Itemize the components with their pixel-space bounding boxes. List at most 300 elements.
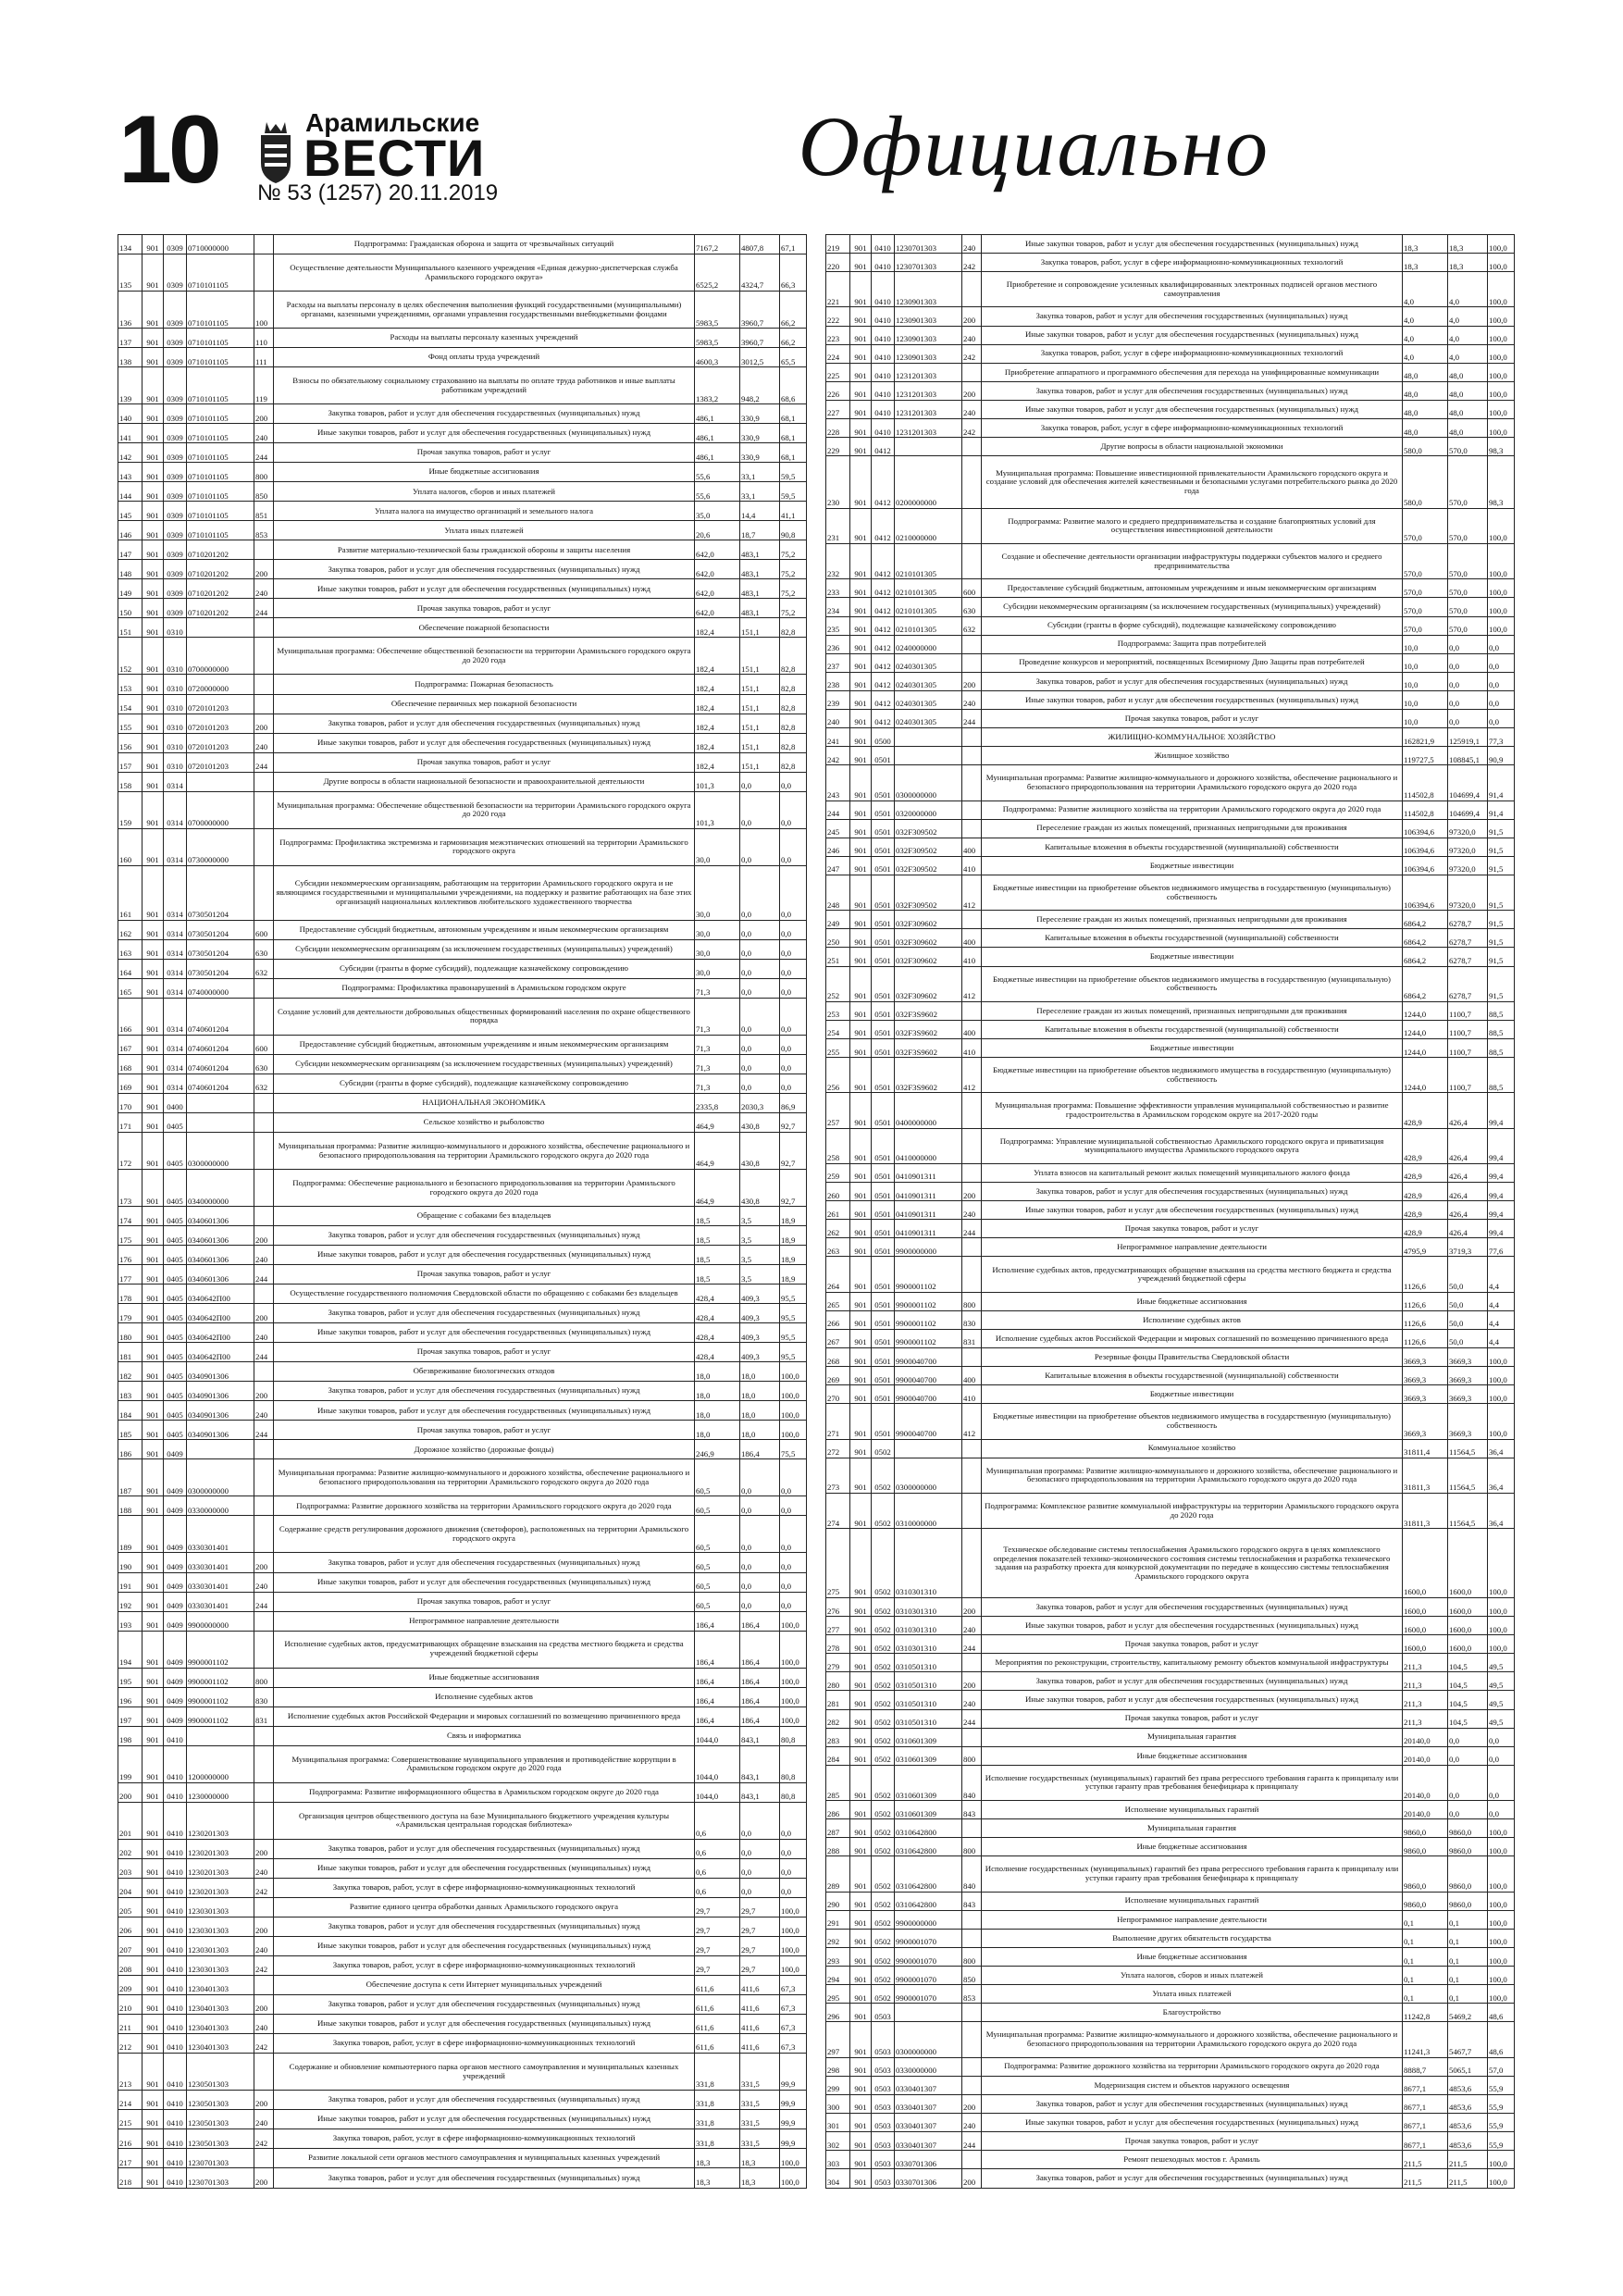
expense-type: 242 xyxy=(962,254,982,272)
table-row xyxy=(826,363,1515,381)
percent-value: 0,0 xyxy=(780,791,807,828)
row-description: Прочая закупка товаров, работ и услуг xyxy=(982,2132,1403,2151)
target-code: 1231201303 xyxy=(895,400,962,418)
section-code: 0314 xyxy=(164,791,187,828)
admin-code: 901 xyxy=(142,463,164,482)
admin-code: 901 xyxy=(850,2132,872,2151)
percent-value: 100,0 xyxy=(780,2149,807,2168)
table-row xyxy=(118,1304,807,1323)
row-description: Обеспечение доступа к сети Интернет муниципальных учреждений xyxy=(274,1975,695,1994)
percent-value: 98,3 xyxy=(1488,438,1515,456)
table-row xyxy=(826,1967,1515,1985)
admin-code: 901 xyxy=(142,1304,164,1323)
target-code: 1231201303 xyxy=(895,381,962,400)
admin-code: 901 xyxy=(142,694,164,714)
target-code: 032F309502 xyxy=(895,856,962,875)
expense-type: 200 xyxy=(962,2094,982,2113)
section-code: 0314 xyxy=(164,959,187,978)
plan-value: 486,1 xyxy=(695,443,740,463)
actual-value: 330,9 xyxy=(740,443,780,463)
expense-type: 410 xyxy=(962,1039,982,1058)
table-row xyxy=(118,348,807,367)
section-code: 0502 xyxy=(872,1728,895,1746)
row-description: Закупка товаров, работ, услуг в сфере информационно-коммуникационных технологий xyxy=(274,1955,695,1975)
section-code: 0314 xyxy=(164,828,187,865)
section-code: 0410 xyxy=(164,1858,187,1878)
actual-value: 0,1 xyxy=(1448,1929,1488,1947)
table-row xyxy=(826,2057,1515,2076)
actual-value: 6278,7 xyxy=(1448,966,1488,1001)
row-description: Прочая закупка товаров, работ и услуг xyxy=(982,1709,1403,1728)
admin-code: 901 xyxy=(142,714,164,733)
target-code: 0310301310 xyxy=(895,1598,962,1617)
actual-value: 0,0 xyxy=(1448,635,1488,653)
section-code: 0309 xyxy=(164,367,187,404)
plan-value: 5983,5 xyxy=(695,329,740,348)
row-number: 202 xyxy=(118,1839,142,1858)
plan-value: 35,0 xyxy=(695,502,740,521)
plan-value: 1126,6 xyxy=(1403,1310,1448,1329)
table-row xyxy=(118,560,807,579)
actual-value: 151,1 xyxy=(740,733,780,752)
row-description: Иные закупки товаров, работ и услуг для обеспечения государственных (муниципальных) нужд xyxy=(982,1691,1403,1709)
row-number: 173 xyxy=(118,1170,142,1207)
expense-type xyxy=(962,1093,982,1128)
plan-value: 106394,6 xyxy=(1403,875,1448,910)
row-number: 155 xyxy=(118,714,142,733)
actual-value: 11564,5 xyxy=(1448,1439,1488,1458)
target-code: 0720101203 xyxy=(187,694,254,714)
row-description: Подпрограмма: Гражданская оборона и защита от чрезвычайных ситуаций xyxy=(274,235,695,254)
expense-type: 630 xyxy=(962,598,982,616)
row-number: 247 xyxy=(826,856,850,875)
admin-code: 901 xyxy=(142,2014,164,2033)
expense-type: 400 xyxy=(962,838,982,856)
target-code: 0310642800 xyxy=(895,1838,962,1856)
target-code xyxy=(187,1726,254,1745)
target-code: 0330301401 xyxy=(187,1516,254,1553)
section-code: 0310 xyxy=(164,733,187,752)
actual-value: 4853,6 xyxy=(1448,2076,1488,2094)
percent-value: 99,4 xyxy=(1488,1128,1515,1163)
section-code: 0310 xyxy=(164,675,187,694)
table-row xyxy=(826,1892,1515,1910)
target-code: 0310601309 xyxy=(895,1801,962,1819)
percent-value: 100,0 xyxy=(780,2168,807,2189)
row-description: Бюджетные инвестиции xyxy=(982,1039,1403,1058)
admin-code: 901 xyxy=(850,635,872,653)
section-code: 0309 xyxy=(164,254,187,292)
row-description: Закупка товаров, работ и услуг для обеспечения государственных (муниципальных) нужд xyxy=(982,1598,1403,1617)
section-code: 0412 xyxy=(872,438,895,456)
actual-value: 18,0 xyxy=(740,1421,780,1440)
admin-code: 901 xyxy=(850,2076,872,2094)
row-description: Организация центров общественного доступа на базе Муниципального бюджетного учреждения культуры «Арамильская центральная городская библиотека» xyxy=(274,1802,695,1839)
section-code: 0412 xyxy=(872,635,895,653)
plan-value: 106394,6 xyxy=(1403,819,1448,838)
section-code: 0310 xyxy=(164,638,187,675)
row-number: 262 xyxy=(826,1220,850,1238)
admin-code: 901 xyxy=(142,424,164,443)
plan-value: 186,4 xyxy=(695,1631,740,1668)
actual-value: 108845,1 xyxy=(1448,747,1488,765)
section-code: 0501 xyxy=(872,1039,895,1058)
row-description: Закупка товаров, работ и услуг для обеспечения государственных (муниципальных) нужд xyxy=(982,2169,1403,2189)
expense-type: 400 xyxy=(962,1367,982,1385)
row-number: 268 xyxy=(826,1348,850,1367)
expense-type: 240 xyxy=(254,1401,274,1421)
row-description: Муниципальная программа: Совершенствование муниципального управления и противодействие коррупции в Арамильском городском округе до 2020 года xyxy=(274,1745,695,1782)
plan-value: 18,0 xyxy=(695,1382,740,1401)
admin-code: 901 xyxy=(850,1494,872,1529)
expense-type: 200 xyxy=(962,381,982,400)
row-description: Переселение граждан из жилых помещений, признанных непригодными для проживания xyxy=(982,911,1403,929)
expense-type xyxy=(962,272,982,307)
section-code: 0405 xyxy=(164,1226,187,1246)
row-description: Субсидии некоммерческим организациям (за исключением государственных (муниципальных) учреждений) xyxy=(274,939,695,959)
plan-value: 60,5 xyxy=(695,1553,740,1572)
admin-code: 901 xyxy=(142,254,164,292)
table-row xyxy=(826,747,1515,765)
table-row xyxy=(826,1020,1515,1038)
row-number: 197 xyxy=(118,1706,142,1726)
row-description: Бюджетные инвестиции xyxy=(982,948,1403,966)
plan-value: 71,3 xyxy=(695,998,740,1035)
expense-type: 119 xyxy=(254,367,274,404)
actual-value: 33,1 xyxy=(740,463,780,482)
plan-value: 48,0 xyxy=(1403,400,1448,418)
actual-value: 411,6 xyxy=(740,1994,780,2014)
expense-type: 800 xyxy=(962,1838,982,1856)
plan-value: 1126,6 xyxy=(1403,1329,1448,1347)
admin-code: 901 xyxy=(142,1572,164,1592)
target-code: 1200000000 xyxy=(187,1745,254,1782)
plan-value: 9860,0 xyxy=(1403,1892,1448,1910)
percent-value: 95,5 xyxy=(780,1285,807,1304)
row-number: 158 xyxy=(118,772,142,791)
actual-value: 3960,7 xyxy=(740,292,780,329)
row-description: Сельское хозяйство и рыболовство xyxy=(274,1113,695,1133)
row-number: 183 xyxy=(118,1382,142,1401)
actual-value: 4853,6 xyxy=(1448,2094,1488,2113)
table-row xyxy=(118,733,807,752)
plan-value: 60,5 xyxy=(695,1459,740,1496)
expense-type: 412 xyxy=(962,875,982,910)
percent-value: 0,0 xyxy=(780,865,807,920)
row-number: 212 xyxy=(118,2033,142,2053)
section-code: 0410 xyxy=(164,2149,187,2168)
expense-type: 850 xyxy=(254,482,274,502)
table-row xyxy=(826,1257,1515,1292)
target-code: 1230301303 xyxy=(187,1936,254,1955)
row-number: 194 xyxy=(118,1631,142,1668)
expense-type xyxy=(962,1728,982,1746)
percent-value: 57,0 xyxy=(1488,2057,1515,2076)
row-number: 287 xyxy=(826,1819,850,1838)
plan-value: 18,5 xyxy=(695,1265,740,1285)
row-description: Коммунальное хозяйство xyxy=(982,1439,1403,1458)
percent-value: 100,0 xyxy=(1488,254,1515,272)
actual-value: 4,0 xyxy=(1448,326,1488,344)
admin-code: 901 xyxy=(850,508,872,543)
section-code: 0502 xyxy=(872,1458,895,1493)
plan-value: 8677,1 xyxy=(1403,2076,1448,2094)
target-code: 0340901306 xyxy=(187,1362,254,1382)
target-code: 1230301303 xyxy=(187,1917,254,1936)
target-code: 0320000000 xyxy=(895,800,962,819)
section-code: 0314 xyxy=(164,1074,187,1093)
expense-type: 242 xyxy=(254,2129,274,2149)
row-description: Иные закупки товаров, работ и услуг для обеспечения государственных (муниципальных) нужд xyxy=(274,1936,695,1955)
row-description: Развитие локальной сети органов местного самоуправления и муниципальных казенных учреждений xyxy=(274,2149,695,2168)
table-row xyxy=(826,508,1515,543)
target-code: 0310301310 xyxy=(895,1617,962,1635)
table-row xyxy=(826,1163,1515,1182)
row-number: 223 xyxy=(826,326,850,344)
expense-type: 240 xyxy=(254,2110,274,2129)
row-number: 267 xyxy=(826,1329,850,1347)
expense-type: 600 xyxy=(962,579,982,598)
row-description: Жилищное хозяйство xyxy=(982,747,1403,765)
percent-value: 99,4 xyxy=(1488,1201,1515,1220)
plan-value: 20,6 xyxy=(695,521,740,540)
row-description: Иные закупки товаров, работ и услуг для обеспечения государственных (муниципальных) нужд xyxy=(982,690,1403,709)
actual-value: 18,3 xyxy=(1448,254,1488,272)
section-code: 0502 xyxy=(872,1910,895,1929)
row-number: 175 xyxy=(118,1226,142,1246)
percent-value: 49,5 xyxy=(1488,1672,1515,1691)
table-row xyxy=(118,1496,807,1516)
admin-code: 901 xyxy=(850,672,872,690)
plan-value: 55,6 xyxy=(695,463,740,482)
row-number: 233 xyxy=(826,579,850,598)
expense-type: 400 xyxy=(962,1020,982,1038)
table-row xyxy=(826,929,1515,948)
plan-value: 464,9 xyxy=(695,1113,740,1133)
table-row xyxy=(826,1367,1515,1385)
actual-value: 1100,7 xyxy=(1448,1039,1488,1058)
actual-value: 6278,7 xyxy=(1448,929,1488,948)
table-row xyxy=(826,966,1515,1001)
row-number: 298 xyxy=(826,2057,850,2076)
admin-code: 901 xyxy=(850,1617,872,1635)
admin-code: 901 xyxy=(142,1802,164,1839)
expense-type: 242 xyxy=(254,1878,274,1897)
target-code xyxy=(895,1439,962,1458)
actual-value: 0,0 xyxy=(740,978,780,998)
row-number: 169 xyxy=(118,1074,142,1093)
section-code: 0501 xyxy=(872,875,895,910)
expense-type xyxy=(962,1439,982,1458)
percent-value: 68,1 xyxy=(780,443,807,463)
plan-value: 20140,0 xyxy=(1403,1765,1448,1800)
admin-code: 901 xyxy=(142,1113,164,1133)
section-code: 0405 xyxy=(164,1133,187,1170)
plan-value: 5983,5 xyxy=(695,292,740,329)
row-number: 144 xyxy=(118,482,142,502)
row-number: 198 xyxy=(118,1726,142,1745)
percent-value: 100,0 xyxy=(1488,400,1515,418)
table-row xyxy=(826,1494,1515,1529)
plan-value: 0,1 xyxy=(1403,1929,1448,1947)
section-code: 0501 xyxy=(872,1404,895,1439)
percent-value: 66,3 xyxy=(780,254,807,292)
plan-value: 1600,0 xyxy=(1403,1598,1448,1617)
row-description: Прочая закупка товаров, работ и услуг xyxy=(982,709,1403,727)
table-row xyxy=(118,1207,807,1226)
expense-type: 853 xyxy=(254,521,274,540)
admin-code: 901 xyxy=(142,443,164,463)
target-code: 0240301305 xyxy=(895,653,962,672)
row-description: Субсидии (гранты в форме субсидий), подлежащие казначейскому сопровождению xyxy=(274,1074,695,1093)
row-description: Прочая закупка товаров, работ и услуг xyxy=(274,443,695,463)
row-number: 253 xyxy=(826,1001,850,1020)
row-number: 161 xyxy=(118,865,142,920)
admin-code: 901 xyxy=(850,1728,872,1746)
plan-value: 1044,0 xyxy=(695,1726,740,1745)
table-row xyxy=(118,772,807,791)
percent-value: 0,0 xyxy=(780,959,807,978)
plan-value: 1244,0 xyxy=(1403,1058,1448,1093)
budget-table-left-body xyxy=(118,235,807,2189)
target-code: 9900001102 xyxy=(187,1687,254,1706)
percent-value: 4,4 xyxy=(1488,1329,1515,1347)
row-description: Модернизация систем и объектов наружного освещения xyxy=(982,2076,1403,2094)
row-description: Осуществление государственного полномочия Свердловской области по обращению с собаками без владельцев xyxy=(274,1285,695,1304)
expense-type: 412 xyxy=(962,1058,982,1093)
admin-code: 901 xyxy=(850,929,872,948)
row-number: 227 xyxy=(826,400,850,418)
table-row xyxy=(118,959,807,978)
section-code: 0309 xyxy=(164,599,187,618)
row-number: 221 xyxy=(826,272,850,307)
target-code: 1230501303 xyxy=(187,2053,254,2090)
table-row xyxy=(118,1553,807,1572)
plan-value: 486,1 xyxy=(695,404,740,424)
target-code: 032F3S9602 xyxy=(895,1001,962,1020)
row-number: 143 xyxy=(118,463,142,482)
plan-value: 18,5 xyxy=(695,1226,740,1246)
row-number: 215 xyxy=(118,2110,142,2129)
admin-code: 901 xyxy=(142,404,164,424)
admin-code: 901 xyxy=(142,618,164,638)
percent-value: 75,5 xyxy=(780,1440,807,1459)
row-number: 172 xyxy=(118,1133,142,1170)
row-description: Закупка товаров, работ и услуг для обеспечения государственных (муниципальных) нужд xyxy=(274,2168,695,2189)
plan-value: 71,3 xyxy=(695,1035,740,1054)
admin-code: 901 xyxy=(142,2129,164,2149)
table-row xyxy=(826,419,1515,438)
target-code: 0210101305 xyxy=(895,616,962,635)
actual-value: 483,1 xyxy=(740,599,780,618)
expense-type xyxy=(254,1093,274,1112)
target-code: 0340000000 xyxy=(187,1170,254,1207)
expense-type xyxy=(254,1459,274,1496)
target-code: 0740601204 xyxy=(187,1035,254,1054)
target-code: 0710101105 xyxy=(187,404,254,424)
table-row xyxy=(826,1039,1515,1058)
row-description: Выполнение других обязательств государства xyxy=(982,1929,1403,1947)
percent-value: 100,0 xyxy=(1488,1819,1515,1838)
plan-value: 0,1 xyxy=(1403,1985,1448,2004)
actual-value: 186,4 xyxy=(740,1440,780,1459)
expense-type xyxy=(254,1170,274,1207)
plan-value: 60,5 xyxy=(695,1496,740,1516)
admin-code: 901 xyxy=(850,1385,872,1404)
actual-value: 1600,0 xyxy=(1448,1529,1488,1598)
percent-value: 80,8 xyxy=(780,1726,807,1745)
brand-main: ВЕСТИ xyxy=(304,129,486,187)
target-code xyxy=(895,728,962,747)
section-code: 0412 xyxy=(872,456,895,509)
actual-value: 0,1 xyxy=(1448,1910,1488,1929)
row-number: 219 xyxy=(826,235,850,254)
plan-value: 18,3 xyxy=(695,2168,740,2189)
percent-value: 99,9 xyxy=(780,2091,807,2110)
row-description: Муниципальная гарантия xyxy=(982,1728,1403,1746)
section-code: 0405 xyxy=(164,1421,187,1440)
section-code: 0501 xyxy=(872,1163,895,1182)
table-row xyxy=(826,1819,1515,1838)
admin-code: 901 xyxy=(142,1440,164,1459)
section-code: 0410 xyxy=(164,2129,187,2149)
target-code: 1230201303 xyxy=(187,1802,254,1839)
admin-code: 901 xyxy=(850,1709,872,1728)
percent-value: 0,0 xyxy=(780,1054,807,1074)
admin-code: 901 xyxy=(142,1035,164,1054)
percent-value: 80,8 xyxy=(780,1782,807,1802)
target-code: 9900040700 xyxy=(895,1385,962,1404)
row-description: Уплата налога на имущество организаций и земельного налога xyxy=(274,502,695,521)
plan-value: 211,3 xyxy=(1403,1672,1448,1691)
plan-value: 10,0 xyxy=(1403,690,1448,709)
row-description: Субсидии некоммерческим организациям, работающим на территории Арамильского городского округа и не являющимся государственными и муниципальными учреждениями, на поддержку и развитие работающих на базе этих организаций национальных коллективов любительского художественного творчества xyxy=(274,865,695,920)
row-description: Закупка товаров, работ и услуг для обеспечения государственных (муниципальных) нужд xyxy=(982,2094,1403,2113)
target-code: 0710101105 xyxy=(187,521,254,540)
table-row xyxy=(118,1323,807,1343)
table-row xyxy=(826,1635,1515,1654)
row-description: Закупка товаров, работ и услуг для обеспечения государственных (муниципальных) нужд xyxy=(274,560,695,579)
row-description: Исполнение государственных (муниципальных) гарантий без права регрессного требования гаранта к принципалу или уступки гаранту прав требования бенефициара к принципалу xyxy=(982,1856,1403,1892)
section-code: 0502 xyxy=(872,1765,895,1800)
plan-value: 1244,0 xyxy=(1403,1039,1448,1058)
row-description: Создание условий для деятельности добровольных общественных формирований населения по охране общественного порядка xyxy=(274,998,695,1035)
row-number: 195 xyxy=(118,1668,142,1687)
admin-code: 901 xyxy=(850,1746,872,1765)
plan-value: 11241,3 xyxy=(1403,2022,1448,2057)
row-number: 239 xyxy=(826,690,850,709)
table-row xyxy=(118,714,807,733)
actual-value: 570,0 xyxy=(1448,456,1488,509)
actual-value: 48,0 xyxy=(1448,381,1488,400)
plan-value: 106394,6 xyxy=(1403,856,1448,875)
table-row xyxy=(118,1170,807,1207)
actual-value: 0,0 xyxy=(1448,690,1488,709)
row-number: 259 xyxy=(826,1163,850,1182)
plan-value: 486,1 xyxy=(695,424,740,443)
section-code: 0503 xyxy=(872,2022,895,2057)
row-description: Муниципальная программа: Развитие жилищно-коммунального и дорожного хозяйства, обеспечение рационального и безопасного природопользования на территории Арамильского городского округа до 2020 года xyxy=(274,1133,695,1170)
admin-code: 901 xyxy=(850,1058,872,1093)
row-description: Иные закупки товаров, работ и услуг для обеспечения государственных (муниципальных) нужд xyxy=(274,1858,695,1878)
table-row xyxy=(118,1955,807,1975)
table-row xyxy=(826,598,1515,616)
percent-value: 67,3 xyxy=(780,2014,807,2033)
section-code: 0410 xyxy=(164,1782,187,1802)
admin-code: 901 xyxy=(142,1858,164,1878)
row-number: 288 xyxy=(826,1838,850,1856)
left-column xyxy=(118,234,807,2189)
